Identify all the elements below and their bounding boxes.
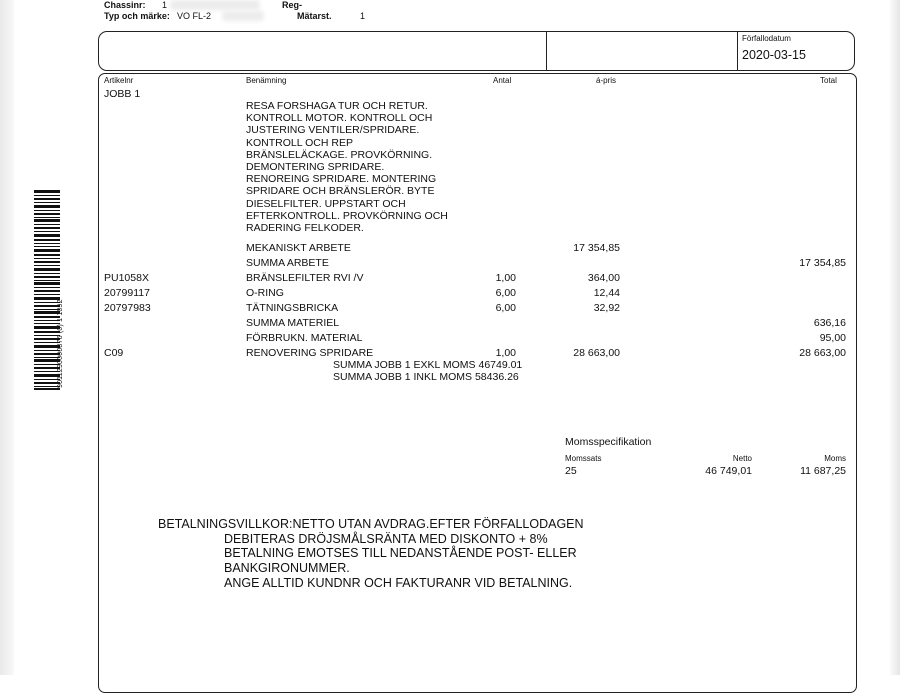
chassis-value: 1 [162, 0, 168, 10]
job-title: JOBB 1 [104, 88, 141, 100]
page-edge-left [0, 0, 14, 675]
vat-net: 46 749,01 [705, 465, 752, 477]
row-qty: 6,00 [495, 287, 516, 299]
description-line: SPRIDARE OCH BRÄNSLERÖR. BYTE [246, 185, 435, 198]
description-line: EFTERKONTROLL. PROVKÖRNING OCH [246, 209, 448, 222]
description-line: BRÄNSLELÄCKAGE. PROVKÖRNING. [246, 148, 433, 161]
vat-amount: 11 687,25 [800, 465, 846, 477]
header-divider [546, 32, 547, 70]
reg-label: Reg- [282, 0, 302, 10]
vat-rate: 25 [565, 465, 577, 477]
header-divider [737, 32, 738, 70]
row-article: 20797983 [104, 302, 151, 314]
row-total: 17 354,85 [799, 257, 846, 269]
row-total: 95,00 [819, 332, 846, 344]
vat-amount-label: Moms [824, 454, 846, 463]
redacted-type [222, 11, 264, 21]
due-date-value: 2020-03-15 [742, 48, 806, 62]
terms-line: BETALNING EMOTSES TILL NEDANSTÅENDE POST- ELLER [224, 546, 577, 560]
row-total: 28 663,00 [799, 347, 846, 359]
type-value: VO FL-2 [177, 11, 212, 21]
row-qty: 6,00 [495, 302, 516, 314]
col-total: Total [820, 76, 837, 85]
row-qty: 1,00 [495, 272, 516, 284]
description-line: DEMONTERING SPRIDARE. [246, 161, 385, 174]
meter-label: Mätarst. [297, 11, 332, 21]
description-line: RADERING FELKODER. [246, 222, 364, 235]
terms-line: ANGE ALLTID KUNDNR OCH FAKTURANR VID BETALNING. [224, 576, 573, 590]
invoice-table-box [98, 73, 857, 693]
terms-line: DEBITERAS DRÖJSMÅLSRÄNTA MED DISKONTO + 8% [224, 532, 548, 546]
description-line: KONTROLL OCH REP [246, 136, 353, 149]
row-price: 12,44 [593, 287, 620, 299]
description-line: JUSTERING VENTILER/SPRIDARE. [246, 124, 420, 137]
description-line: DIESELFILTER. UPPSTART OCH [246, 197, 406, 210]
due-date-label: Förfallodatum [742, 34, 791, 43]
row-article: C09 [104, 347, 124, 359]
job-description [246, 100, 448, 234]
col-article: Artikelnr [104, 76, 134, 85]
description-line: RESA FORSHAGA TUR OCH RETUR. [246, 100, 428, 112]
vat-rate-label: Momssats [565, 454, 602, 463]
col-unit-price: á-pris [596, 76, 617, 85]
barcode-number: 9011290000876 (0) 1 1092 [57, 299, 64, 388]
row-name: RENOVERING SPRIDARE [246, 347, 374, 359]
row-total: 636,16 [813, 317, 846, 329]
col-qty: Antal [493, 76, 512, 85]
col-name: Benämning [246, 76, 287, 85]
page-edge-right [890, 0, 900, 675]
row-article: PU1058X [104, 272, 149, 284]
row-price: 28 663,00 [573, 347, 620, 359]
redacted-chassis [170, 0, 260, 10]
row-price: 364,00 [587, 272, 620, 284]
sum-excl-vat: SUMMA JOBB 1 EXKL MOMS 46749.01 [333, 359, 523, 371]
row-name: TÄTNINGSBRICKA [246, 302, 339, 314]
description-line: RENOREING SPRIDARE. MONTERING [246, 173, 437, 186]
row-name: SUMMA MATERIEL [246, 317, 340, 329]
type-label: Typ och märke: [104, 11, 170, 21]
row-price: 32,92 [593, 302, 620, 314]
terms-line: BANKGIRONUMMER. [224, 561, 350, 575]
row-name: O-RING [246, 287, 284, 299]
row-qty: 1,00 [495, 347, 516, 359]
row-name: BRÄNSLEFILTER RVI /V [246, 272, 364, 284]
row-article: 20799117 [104, 287, 150, 299]
row-price: 17 354,85 [573, 242, 620, 254]
chassis-label: Chassinr: [104, 0, 146, 10]
terms-line: BETALNINGSVILLKOR:NETTO UTAN AVDRAG.EFTER FÖRFALLODAGEN [158, 517, 584, 531]
description-line: KONTROLL MOTOR. KONTROLL OCH [246, 112, 433, 125]
row-name: MEKANISKT ARBETE [246, 242, 351, 254]
vat-title: Momsspecifikation [565, 436, 652, 448]
sum-incl-vat: SUMMA JOBB 1 INKL MOMS 58436.26 [333, 371, 519, 383]
vat-net-label: Netto [732, 454, 752, 463]
row-name: SUMMA ARBETE [246, 257, 329, 269]
meter-value: 1 [360, 11, 366, 21]
row-name: FÖRBRUKN. MATERIAL [246, 332, 363, 344]
